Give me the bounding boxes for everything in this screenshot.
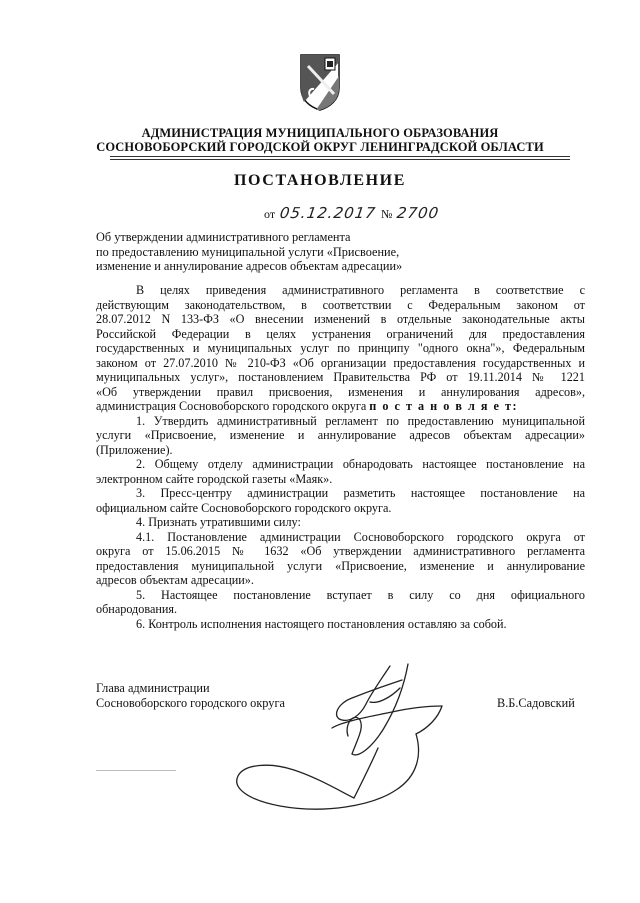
header-rule-bottom	[110, 159, 570, 160]
subject-line: по предоставлению муниципальной услуги «Присвоение,	[96, 244, 400, 259]
organization-name-line2: СОСНОВОБОРСКИЙ ГОРОДСКОЙ ОКРУГ ЛЕНИНГРАДСКОЙ ОБЛАСТИ	[96, 140, 544, 154]
item-4-1-line: 4.1. Постановление администрации Сосновоборского городского округа от	[136, 529, 585, 544]
item-1-line: 1. Утвердить административный регламент по предоставлению муниципальной	[136, 413, 585, 428]
item-2-line: 2. Общему отделу администрации обнародовать настоящее постановление на	[136, 457, 585, 471]
preamble-line: законом от 27.07.2010 № 210-ФЗ «Об организации предоставления государственных и	[96, 355, 585, 370]
item-4-line: 4. Признать утратившими силу:	[136, 515, 301, 529]
item-6-line: 6. Контроль исполнения настоящего постановления оставляю за собой.	[136, 616, 507, 631]
preamble-line: действующим законодательством, в соответствии с Федеральным законом от	[96, 297, 585, 312]
position-line: Сосновоборского городского округа	[96, 695, 285, 710]
item-1-line: (Приложение).	[96, 442, 173, 457]
preamble-line: В целях приведения административного регламента в соответствие с	[136, 283, 585, 297]
organization-name-line1: АДМИНИСТРАЦИЯ МУНИЦИПАЛЬНОГО ОБРАЗОВАНИЯ	[141, 126, 499, 140]
subject-line: изменение и аннулирование адресов объектам адресации»	[96, 259, 403, 273]
handwritten-signature	[232, 658, 472, 818]
footer-faint-line	[96, 770, 176, 771]
position-line: Глава администрации	[96, 681, 210, 695]
item-5-line: обнародования.	[96, 602, 178, 616]
handwritten-date: 05.12.2017	[278, 204, 378, 222]
preamble-closing-line	[96, 399, 585, 414]
date-prefix: от	[264, 207, 276, 221]
coat-of-arms-emblem	[298, 52, 342, 112]
number-sign: №	[380, 207, 393, 221]
item-4-1-line: округа от 15.06.2015 № 1632 «Об утверждении административного регламента	[96, 544, 585, 558]
item-3-line: 3. Пресс-центру администрации разметить настоящее постановление на	[136, 486, 585, 500]
signatory-name: В.Б.Садовский	[497, 696, 575, 710]
document-body	[96, 283, 585, 631]
preamble-line: «Об утверждении правил присвоения, изменения и аннулирования адресов»,	[96, 384, 585, 399]
preamble-line: Российской Федерации в целях устранения ограничений для предоставления	[96, 326, 585, 341]
preamble-line: муниципальных услуг», постановлением Правительства РФ от 19.11.2014 № 1221	[96, 370, 585, 384]
preamble-line: 28.07.2012 N 133-ФЗ «О внесении изменений в отдельные законодательные акты	[96, 312, 585, 326]
item-5-line: 5. Настоящее постановление вступает в силу со дня официального	[136, 587, 585, 602]
document-title: ПОСТАНОВЛЕНИЕ	[234, 172, 406, 189]
preamble-line: государственных и муниципальных услуг по принципу "одного окна"», Федеральным	[96, 341, 585, 355]
document-subject	[96, 230, 402, 274]
date-number-line	[264, 204, 442, 222]
resolves-word: п о с т а н о в л я е т:	[369, 399, 519, 413]
header-rule-top	[110, 156, 570, 157]
subject-line: Об утверждении административного регламента	[96, 230, 351, 244]
item-4-1-line: адресов объектам адресации».	[96, 573, 254, 587]
item-1-line: услуги «Присвоение, изменение и аннулирование адресов объектам адресации»	[96, 428, 585, 442]
item-2-line: электронном сайте городской газеты «Маяк».	[96, 471, 333, 486]
item-3-line: официальном сайте Сосновоборского городского округа.	[96, 500, 392, 515]
preamble-end-text: администрация Сосновоборского городского округа	[96, 399, 367, 413]
handwritten-number: 2700	[396, 204, 441, 222]
item-4-1-line: предоставления муниципальной услуги «Присвоение, изменение и аннулирование	[96, 558, 585, 573]
